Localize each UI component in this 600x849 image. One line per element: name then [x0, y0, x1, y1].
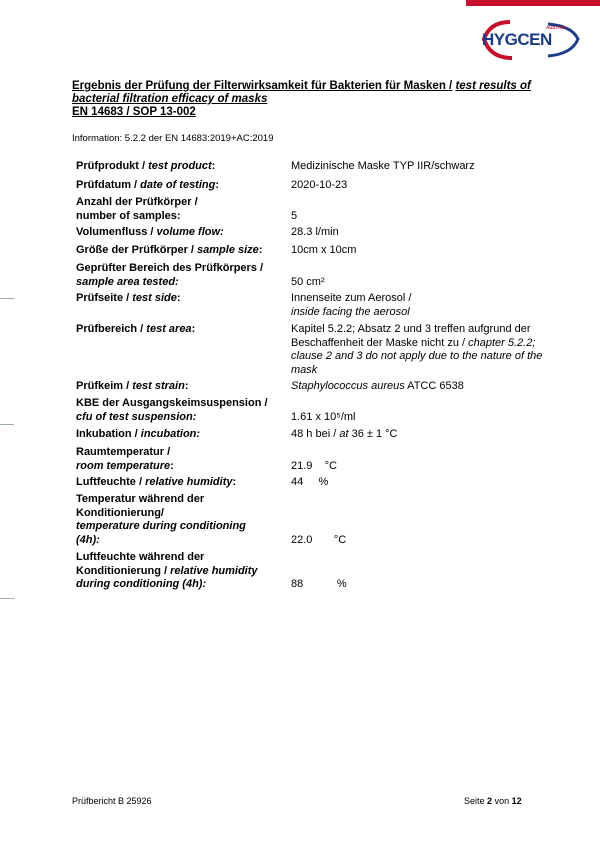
margin-mark — [0, 298, 14, 299]
document-title — [72, 80, 552, 119]
margin-mark — [0, 598, 14, 599]
title-standard: EN 14683 / SOP 13-002 — [72, 106, 196, 118]
margin-mark — [0, 424, 14, 425]
page-indicator: Seite 2 von 12 — [464, 796, 522, 806]
report-number: Prüfbericht B 25926 — [72, 796, 152, 806]
logo-text: HYGCEN — [482, 30, 552, 49]
logo-sub: AUSTRIA — [546, 25, 566, 30]
title-en: test results of bacterial filtration efficacy of masks — [72, 80, 531, 105]
information-line: Information: 5.2.2 der EN 14683:2019+AC:2019 — [72, 133, 274, 144]
title-de: Ergebnis der Prüfung der Filterwirksamkeit für Bakterien für Masken / — [72, 80, 453, 92]
hygcen-logo — [470, 14, 592, 64]
brand-bar — [466, 0, 600, 6]
